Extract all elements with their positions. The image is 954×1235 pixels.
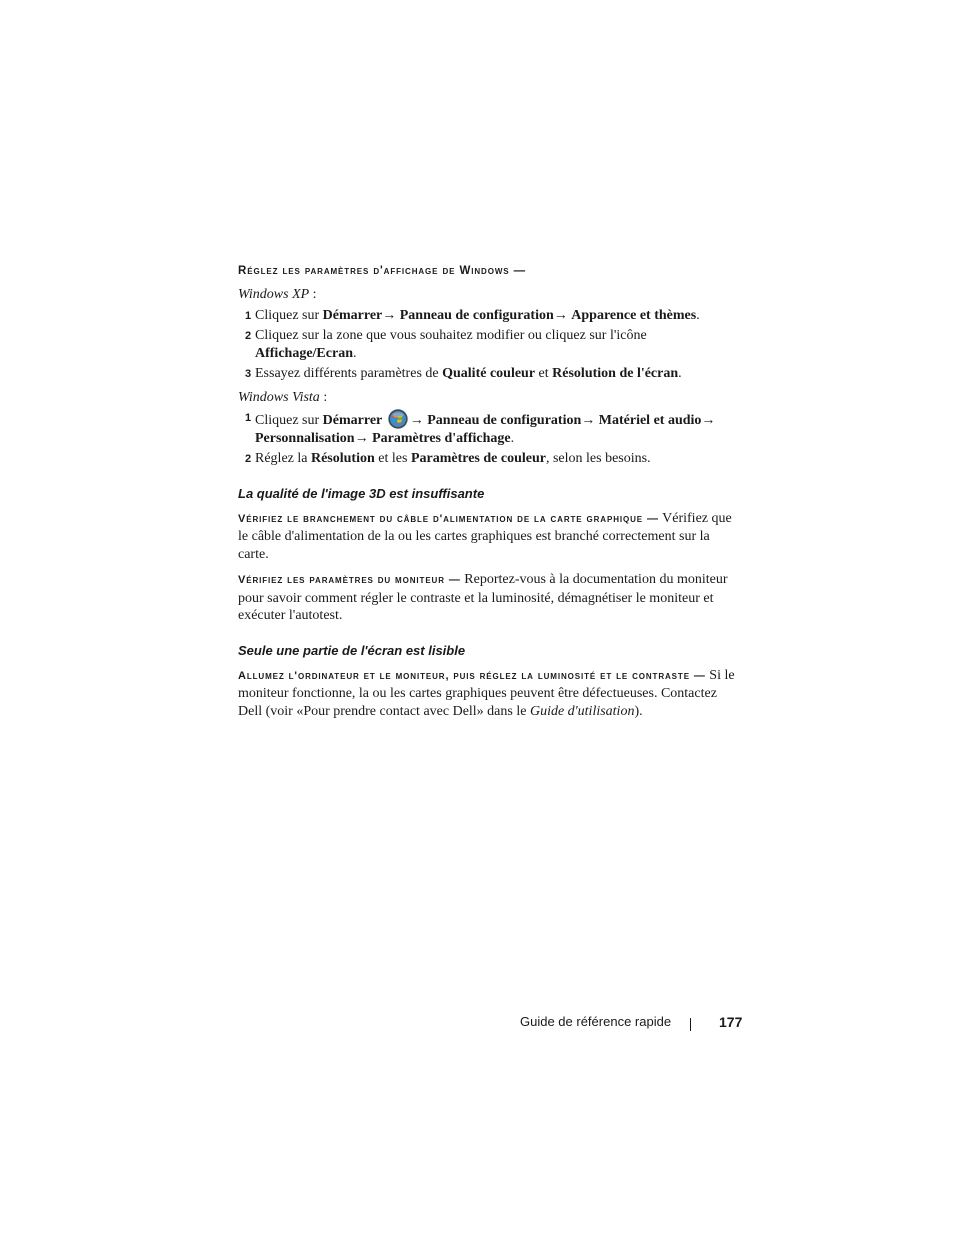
windows-start-icon bbox=[388, 409, 408, 429]
step-number: 2 bbox=[245, 453, 252, 465]
xp-step-3: 3 Essayez différents paramètres de Qualité couleur et Résolution de l'écran. bbox=[238, 365, 738, 383]
step-number: 2 bbox=[245, 330, 252, 342]
paragraph-brightness-contrast: Allumez l'ordinateur et le moniteur, puis réglez la luminosité et le contraste — Si le moniteur fonctionne, la ou les cartes graphiques peuvent être défectueuses. Contactez Dell (voir «Pour prendre contact avec Dell» dans le Guide d'utilisation). bbox=[238, 667, 735, 719]
step-number: 1 bbox=[245, 412, 252, 424]
step-number: 1 bbox=[245, 309, 252, 322]
paragraph-power-cable: Vérifiez le branchement du câble d'alimentation de la carte graphique — Vérifiez que le câble d'alimentation de la ou les cartes graphiques est branché correctement sur la carte. bbox=[238, 510, 732, 562]
footer-title: Guide de référence rapide bbox=[520, 1014, 672, 1029]
guide-reference: Guide d'utilisation bbox=[529, 703, 635, 719]
os-label-text: Windows XP bbox=[238, 287, 310, 302]
subsection-title-partial-screen: Seule une partie de l'écran est lisible bbox=[238, 642, 466, 658]
vista-step-2: 2 Réglez la Résolution et les Paramètres de couleur, selon les besoins. bbox=[238, 450, 738, 468]
os-label-xp: Windows XP : bbox=[238, 287, 317, 302]
paragraph-heading: Vérifiez les paramètres du moniteur — bbox=[238, 574, 461, 586]
section-heading-display-settings bbox=[238, 262, 738, 280]
xp-step-1: 1 Cliquez sur Démarrer→ Panneau de configuration→ Apparence et thèmes. bbox=[238, 307, 738, 325]
paragraph-monitor-settings: Vérifiez les paramètres du moniteur — Reportez-vous à la documentation du moniteur pour savoir comment régler le contraste et la luminosité, démagnétiser le moniteur et exécuter l'autotest. bbox=[238, 572, 728, 623]
os-label-vista: Windows Vista : bbox=[238, 389, 328, 405]
subsection-title-3d-quality: La qualité de l'image 3D est insuffisante bbox=[238, 485, 485, 501]
os-label-text: Windows Vista bbox=[238, 389, 320, 405]
step-number: 3 bbox=[245, 368, 252, 380]
document-body bbox=[238, 258, 738, 720]
paragraph-heading: Allumez l'ordinateur et le moniteur, puis réglez la luminosité et le contraste — bbox=[238, 669, 706, 682]
heading-text: Réglez les paramètres d'affichage de Windows — bbox=[238, 265, 527, 277]
vista-step-1: 1 Cliquez sur Démarrer → Panneau de configuration→ Matériel et audio→ Personnalisation→ Paramètres d'affichage. bbox=[238, 409, 738, 447]
page-number: 177 bbox=[719, 1014, 743, 1030]
footer-separator bbox=[690, 1018, 691, 1031]
paragraph-heading: Vérifiez le branchement du câble d'alimentation de la carte graphique — bbox=[238, 512, 659, 525]
xp-step-2: 2 Cliquez sur la zone que vous souhaitez modifier ou cliquez sur l'icône Affichage/Ecran. bbox=[245, 328, 647, 361]
